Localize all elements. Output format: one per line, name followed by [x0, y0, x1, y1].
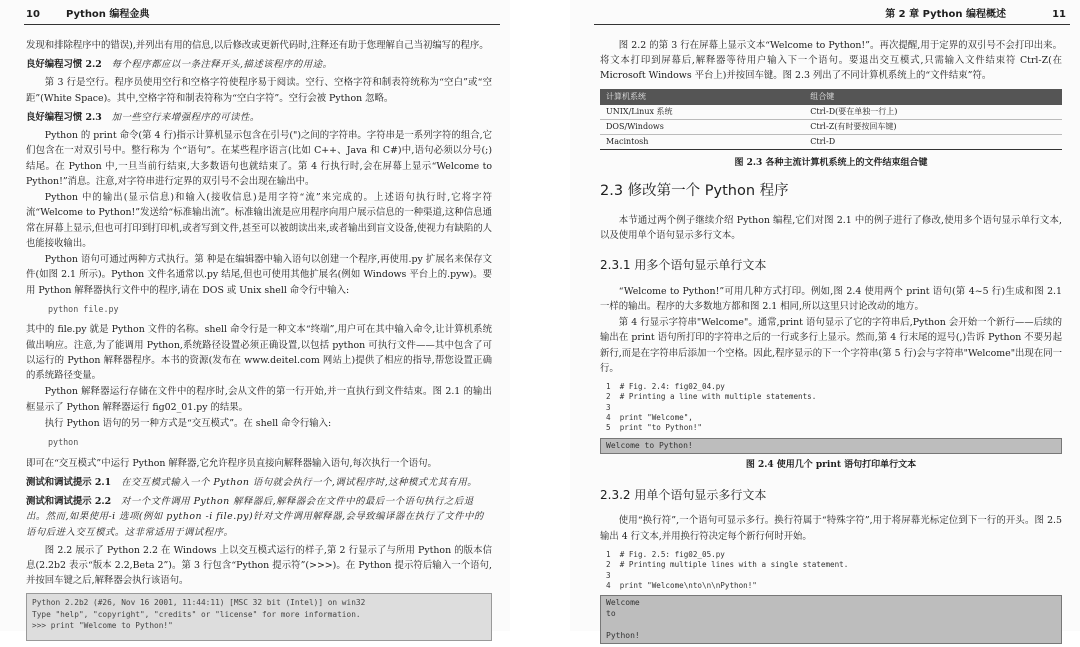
tip-2-3 — [26, 110, 492, 125]
code-line: 5 print "to Python!" — [606, 423, 703, 433]
tip-label: 良好编程习惯 2.3 — [26, 111, 102, 123]
program-output — [600, 438, 1062, 455]
output-line: Welcome to Python! — [606, 440, 693, 450]
paragraph: “Welcome to Python!”可用几种方式打印。例如,图 2.4 使用两个 print 语句(第 4~5 行)生成和图 2.1 一样的输出。程序的大多数地方都和图 2.1 相同,所以这里只讨论改动的地方。 — [600, 285, 1062, 312]
output-line — [606, 620, 1056, 631]
subsection-heading: 2.3.2 用单个语句显示多行文本 — [600, 488, 767, 503]
tip-text: 对一个文件调用 Python 解释器后,解释器会在文件中的最后一个语句执行之后退出。然而,如果使用-i 选项(例如 python -i file.py)针对文件调用解释器,会导致编译器在执行了文件中的语句后进入交互模式。这非常适用于调试程序。 — [26, 496, 484, 538]
table-row — [600, 105, 1062, 120]
paragraph: 第 3 行是空行。程序员使用空行和空格字符使程序易于阅读。空行、空格字符和制表符统称为“空白”或“空距”(White Space)。其中,空格字符和制表符称为“空白字符”。空行会被 Python 忽略。 — [26, 77, 492, 104]
page-header — [26, 7, 496, 23]
chapter-title: 第 2 章 Python 编程概述 — [885, 9, 1006, 20]
subsection-heading: 2.3.1 用多个语句显示单行文本 — [600, 258, 767, 273]
output-line: Python! — [606, 630, 640, 640]
header-rule — [594, 24, 1070, 25]
column-header: 计算机系统 — [600, 89, 804, 105]
paragraph: 执行 Python 语句的另一种方式是“交互模式”。在 shell 命令行输入: — [44, 417, 332, 429]
test-tip-2-1 — [26, 475, 492, 490]
code-line: 1 # Fig. 2.4: fig02_04.py — [606, 382, 725, 392]
code-line: 4 print "Welcome\nto\n\nPython!" — [606, 580, 757, 590]
tip-label: 良好编程习惯 2.2 — [26, 59, 102, 71]
table-cell: Ctrl-Z(有时要按回车键) — [804, 119, 1062, 134]
paragraph: 第 4 行显示字符串"Welcome"。通常,print 语句显示了它的字符串后,Python 会开始一个新行——后续的输出在 print 语句所打印的字符串之后的一行或多行上显示。然而,第 4 行末尾的逗号(,)告诉 Python 不要另起新行,而是在字符串后添加一个空格。因此,程序显示的下一个字符串(第 5 行)会与字符串"Welcome"出现在同一行。 — [600, 317, 1062, 374]
page-body — [600, 38, 1062, 647]
section-heading: 2.3 修改第一个 Python 程序 — [600, 183, 789, 200]
terminal-line: Python 2.2b2 (#26, Nov 16 2001, 11:44:11) [MSC 32 bit (Intel)] on win32 — [32, 598, 366, 608]
code-line: 2 # Printing multiple lines with a single statement. — [606, 560, 849, 570]
test-tip-2-2 — [26, 494, 492, 540]
code-line: 3 — [606, 570, 611, 580]
code-line: 2 # Printing a line with multiple statements. — [606, 392, 817, 402]
table-cell: Ctrl-D(要在单独一行上) — [804, 105, 1062, 120]
figure-caption: 图 2.4 使用几个 print 语句打印单行文本 — [745, 460, 917, 471]
page-body — [26, 38, 492, 641]
terminal-line: >>> print "Welcome to Python!" — [32, 621, 173, 631]
code-line: 4 print "Welcome", — [606, 413, 693, 423]
paragraph: 图 2.2 展示了 Python 2.2 在 Windows 上以交互模式运行的样子,第 2 行显示了与所用 Python 的版本信息(2.2b2 表示“版本 2.2,Beta 2”)。第 3 行包含“Python 提示符”(>>>)。在 Python 提示符后输入一个语句,并按回车键之后,解释器会执行该语句。 — [26, 544, 492, 587]
eof-key-table — [600, 89, 1062, 150]
paragraph: Python 语句可通过两种方式执行。第 种是在编辑器中输入语句以创建一个程序,再使用.py 扩展名来保存文件(如图 2.1 所示)。Python 文件名通常以.py 结尾,但也可使用其他扩展名(例如 Windows 平台上的.pyw)。要用 Python 解释器执行文件中的程序,请在 DOS 或 Unix shell 命令行中输入: — [26, 254, 492, 296]
header-rule — [24, 24, 500, 25]
right-page — [570, 0, 1080, 640]
paragraph: Python 的 print 命令(第 4 行)指示计算机显示包含在引号(")之间的字符串。字符串是一系列字符的组合,它们包含在一对双引号中。整行称为 个“语句”。在某些程序语言(比如 C++、Java 和 C#)中,语句必须以分号(;)结尾。在 Python 中,一旦当前行结束,大多数语句也就结束了。第 4 行执行时,会在屏幕上显示“Welcome to Python!”消息。注意,对字符串进行定界的双引号不会出现在输出中。 — [26, 130, 492, 187]
paragraph: 即可在“交互模式”中运行 Python 解释器,它允许程序员直接向解释器输入语句,每次执行一个语句。 — [26, 457, 437, 469]
paragraph: 使用“换行符”,一个语句可显示多行。换行符属于“特殊字符”,用于将屏幕光标定位到下一行的开头。图 2.5 输出 4 行文本,并用换行符决定每个新行何时开始。 — [600, 515, 1062, 542]
code-listing — [606, 382, 1062, 434]
page-number: 11 — [1052, 9, 1066, 20]
terminal-output — [26, 593, 492, 641]
page-gutter — [510, 0, 570, 631]
paragraph: 图 2.2 的第 3 行在屏幕上显示文本“Welcome to Python!”。再次提醒,用于定界的双引号不会打印出来。将文本打印到屏幕后,解释器等待用户输入下一个语句。要退出交互模式,只需输入文件结束符 Ctrl-Z(在 Microsoft Windows 平台上)并按回车键。图 2.3 列出了不同计算机系统上的“文件结束”符。 — [600, 40, 1062, 82]
left-page — [0, 0, 510, 631]
page-header — [596, 7, 1066, 23]
table-row — [600, 134, 1062, 149]
book-title: Python 编程金典 — [66, 9, 150, 20]
tip-text: 每个程序都应以一条注释开头,描述该程序的用途。 — [111, 59, 333, 71]
tip-text: 加一些空行来增强程序的可读性。 — [111, 111, 260, 123]
paragraph: 本节通过两个例子继续介绍 Python 编程,它们对图 2.1 中的例子进行了修改,使用多个语句显示单行文本,以及使用单个语句显示多行文本。 — [600, 214, 1062, 241]
paragraph: 其中的 file.py 就是 Python 文件的名称。shell 命令行是一种文本“终端”,用户可在其中输入命令,让计算机系统做出响应。注意,为了能调用 Python,系统路径设置必须正确设置,以包括 python 可执行文件——其中包含了可以运行的 Python 解释器程序。本书的资源(发布在 www.deitel.com 网站上)提供了相应的指导,帮您设置正确的系统路径变量。 — [26, 324, 492, 382]
table-cell: Ctrl-D — [804, 134, 1062, 149]
table-row — [600, 119, 1062, 134]
tip-2-2 — [26, 57, 492, 72]
table-cell: Macintosh — [600, 134, 804, 149]
figure-caption: 图 2.3 各种主流计算机系统上的文件结束组合键 — [734, 157, 928, 168]
column-header: 组合键 — [804, 89, 1062, 105]
code-line: 3 — [606, 402, 611, 412]
code-listing — [606, 550, 1062, 591]
tip-label: 测试和调试提示 2.1 — [26, 476, 112, 488]
table-cell: UNIX/Linux 系统 — [600, 105, 804, 120]
terminal-line: Type "help", "copyright", "credits" or "license" for more information. — [32, 609, 361, 619]
tip-label: 测试和调试提示 2.2 — [26, 496, 112, 508]
page-number: 10 — [26, 9, 40, 20]
output-line: Welcome — [606, 598, 640, 608]
program-output — [600, 595, 1062, 644]
code-line: python — [48, 437, 79, 447]
code-line: 1 # Fig. 2.5: fig02_05.py — [606, 549, 725, 559]
table-cell: DOS/Windows — [600, 119, 804, 134]
output-line: to — [606, 608, 616, 618]
tip-text: 在交互模式输入一个 Python 语句就会执行一个,调试程序时,这种模式尤其有用。 — [121, 476, 478, 488]
paragraph: 发现和排除程序中的错误),并列出有用的信息,以后修改或更新代码时,注释还有助于您理解自己当初编写的程序。 — [26, 40, 489, 51]
code-line: python file.py — [48, 303, 119, 314]
table-header-row — [600, 89, 1062, 105]
paragraph: Python 解释器运行存储在文件中的程序时,会从文件的第一行开始,并一直执行到文件结束。图 2.1 的输出框显示了 Python 解释器运行 fig02_01.py 的结果。 — [26, 386, 492, 413]
paragraph: Python 中的输出(显示信息)和输入(接收信息)是用字符“流”来完成的。上述语句执行时,它将字符流“Welcome to Python!”发送给“标准输出流”。标准输出流是应用程序向用户展示信息的一种渠道,这种信息通常在屏幕上显示,但也可打印到打印机,或者写到文件,甚至可以被朗读出来,或者输出到盲文设备,使视力有缺陷的人也能接收输出。 — [26, 192, 492, 249]
